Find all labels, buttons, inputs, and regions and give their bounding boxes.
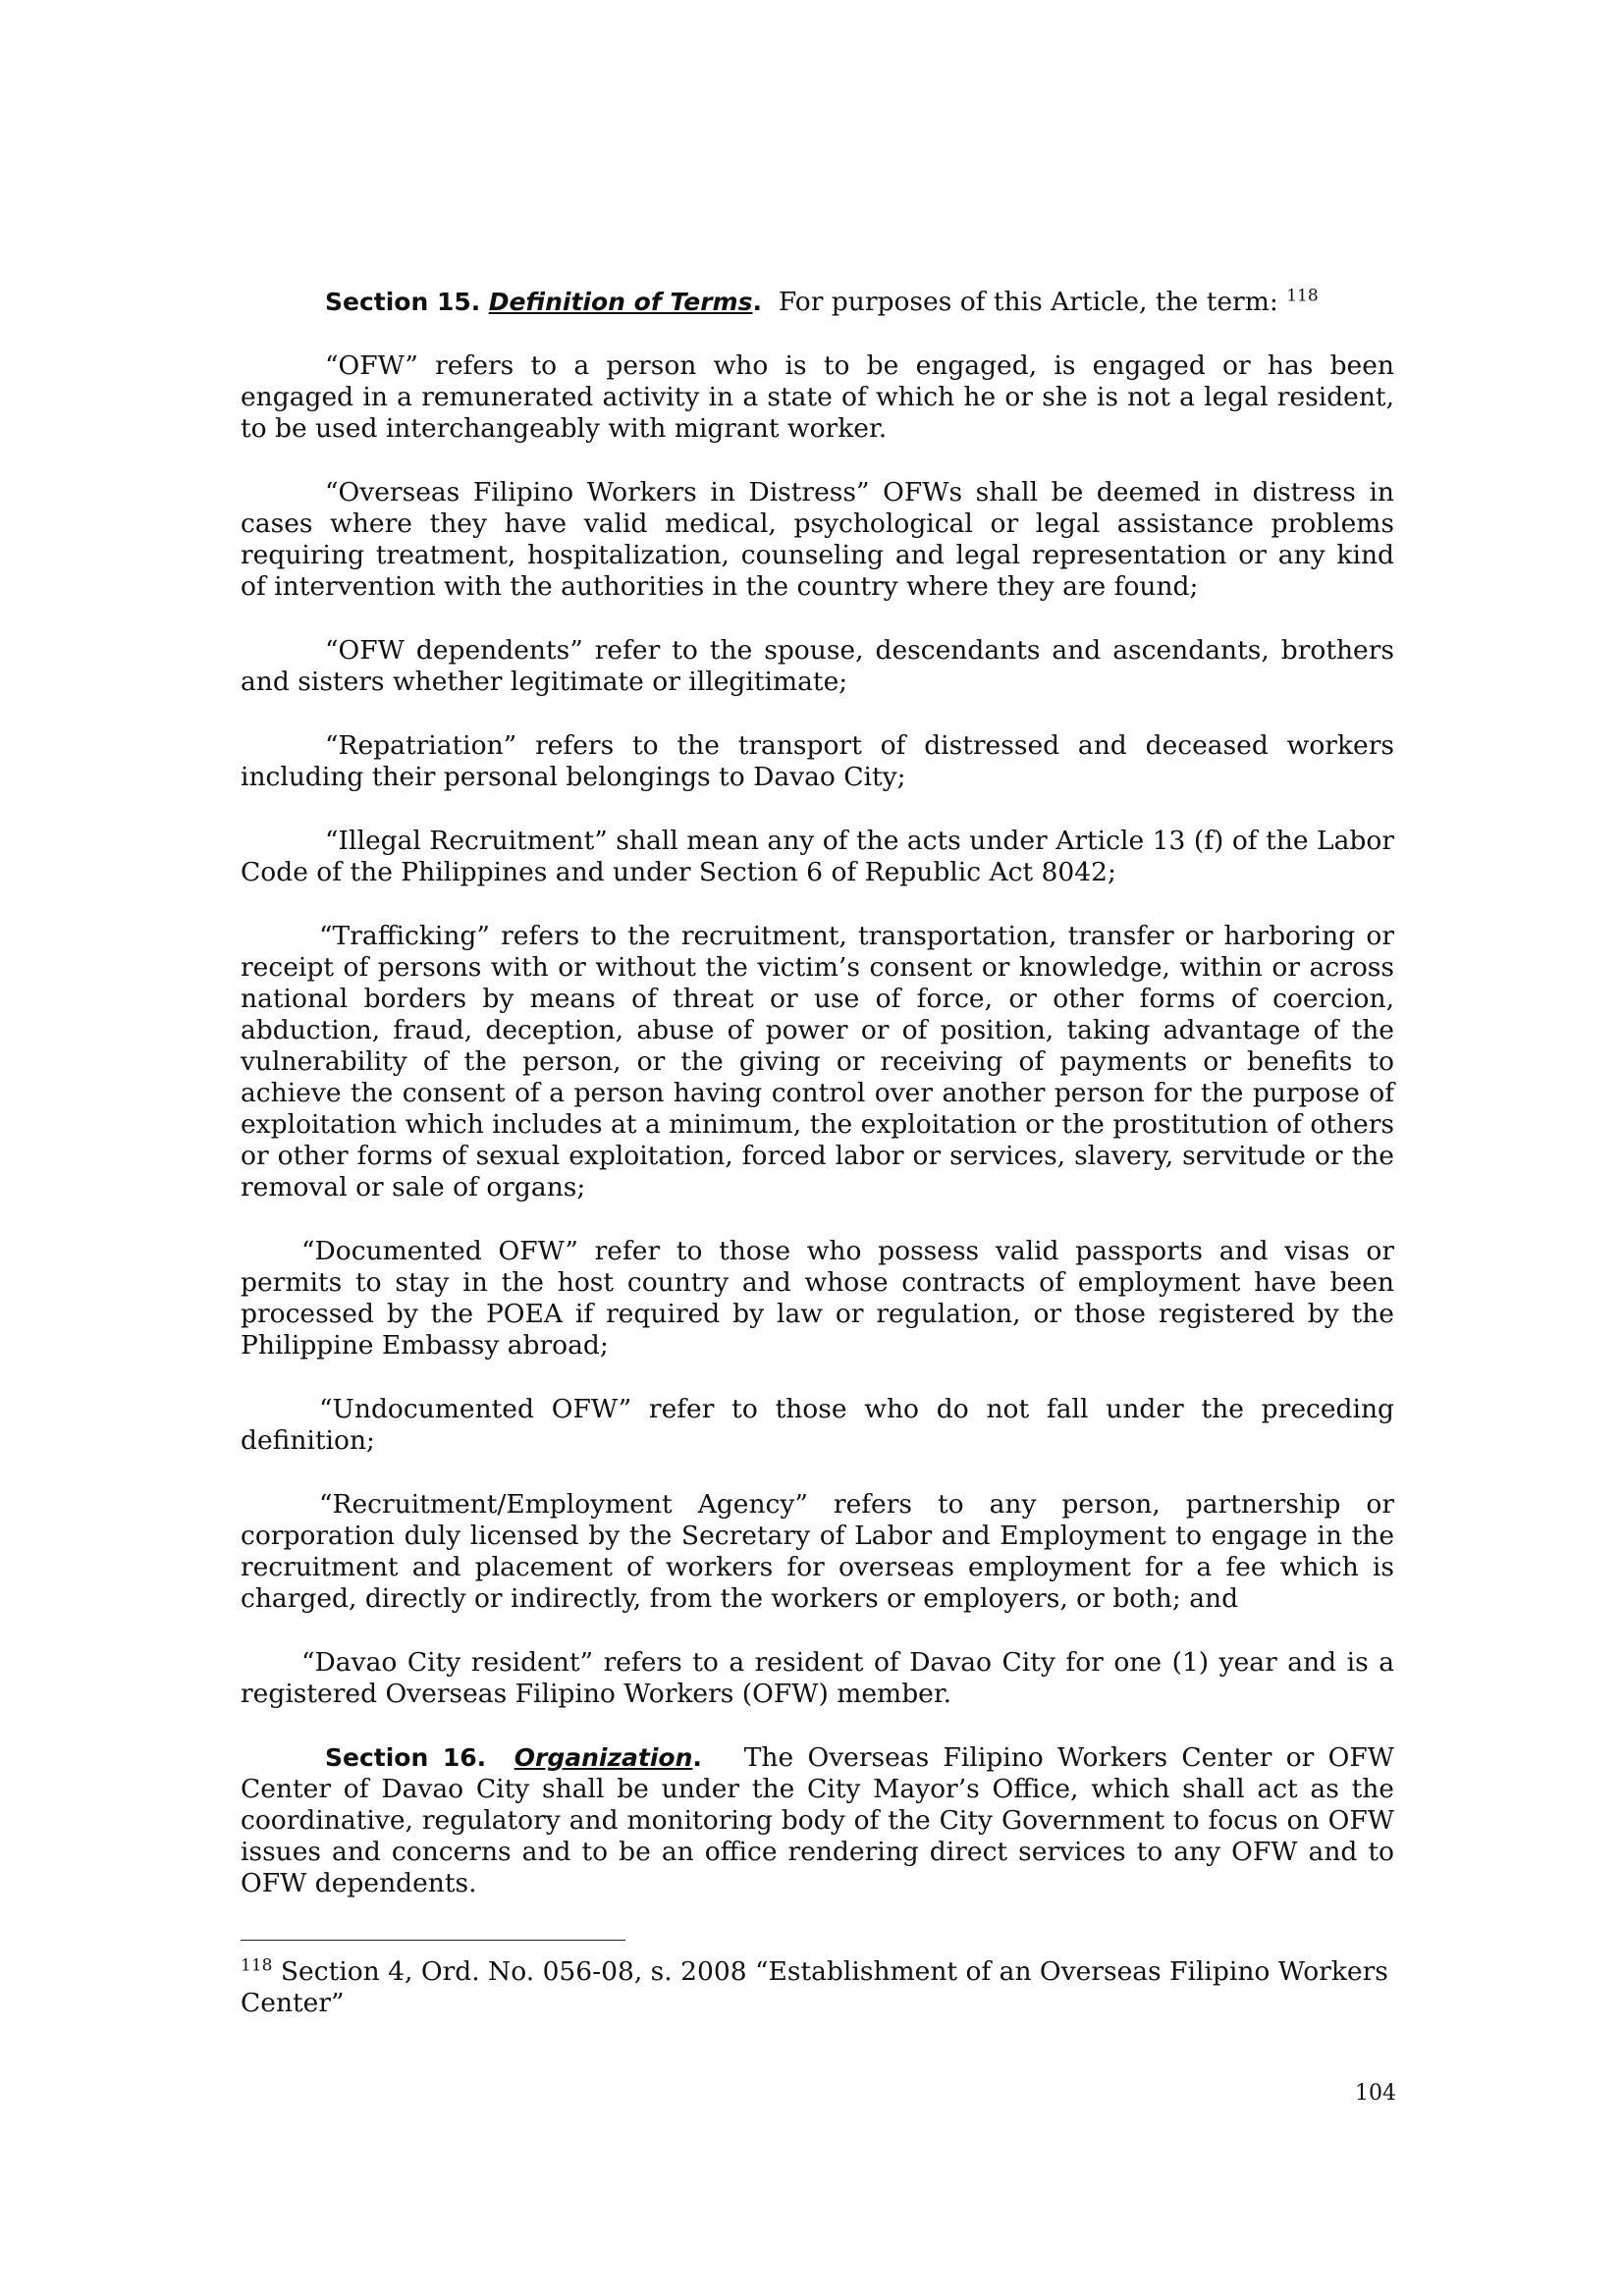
definition-repatriation: “Repatriation” refers to the transport of distressed and deceased workers including their personal belongings to Davao City; bbox=[241, 730, 1394, 792]
section-15-paragraph bbox=[241, 287, 1394, 318]
document-body bbox=[241, 287, 1394, 1899]
footnote bbox=[241, 1956, 1394, 2019]
section-15-intro: For purposes of this Article, the term: bbox=[778, 287, 1278, 317]
definition-recruitment-agency: “Recruitment/Employment Agency” refers to any person, partnership or corporation duly licensed by the Secretary of Labor and Employment to engage in the recruitment and placement of workers for overseas employment for a fee which is charged, directly or indirectly, from the workers or employers, or both; and bbox=[241, 1489, 1394, 1614]
definition-ofw-dependents: “OFW dependents” refer to the spouse, descendants and ascendants, brothers and sisters whether legitimate or illegitimate; bbox=[241, 635, 1394, 697]
section-16-heading: Section 16. bbox=[325, 1743, 487, 1772]
definition-trafficking: “Trafficking” refers to the recruitment, transportation, transfer or harboring or receipt of persons with or without the victim’s consent or knowledge, within or across national borders by means of threat or use of force, or other forms of coercion, abduction, fraud, deception, abuse of power or of position, taking advantage of the vulnerability of the person, or the giving or receiving of payments or benefits to achieve the consent of a person having control over another person for the purpose of exploitation which includes at a minimum, the exploitation or the prostitution of others or other forms of sexual exploitation, forced labor or services, slavery, servitude or the removal or sale of organs; bbox=[241, 921, 1394, 1202]
definition-documented-ofw: “Documented OFW” refer to those who possess valid passports and visas or permits to stay in the host country and whose contracts of employment have been processed by the POEA if required by law or regulation, or those registered by the Philippine Embassy abroad; bbox=[241, 1236, 1394, 1361]
footnote-reference: 118 bbox=[1286, 286, 1319, 306]
section-16-text: The Overseas Filipino Workers Center or OFW Center of Davao City shall be under the City Mayor’s Office, which shall act as the coordinative, regulatory and monitoring body of the City Government to focus on OFW issues and concerns and to be an office rendering direct services to any OFW and to OFW dependents. bbox=[241, 1742, 1394, 1898]
footnote-divider bbox=[241, 1940, 625, 1941]
definition-ofw-in-distress: “Overseas Filipino Workers in Distress” OFWs shall be deemed in distress in cases where they have valid medical, psychological or legal assistance problems requiring treatment, hospitalization, counseling and legal representation or any kind of intervention with the authorities in the country where they are found; bbox=[241, 477, 1394, 602]
definition-illegal-recruitment: “Illegal Recruitment” shall mean any of the acts under Article 13 (f) of the Labor Code of the Philippines and under Section 6 of Republic Act 8042; bbox=[241, 826, 1394, 887]
section-15-title: Definition of Terms bbox=[488, 288, 753, 316]
section-16-title: Organization bbox=[514, 1743, 693, 1772]
section-16-paragraph bbox=[241, 1742, 1394, 1899]
definition-ofw: “OFW” refers to a person who is to be engaged, is engaged or has been engaged in a remunerated activity in a state of which he or she is not a legal resident, to be used interchangeably with migrant worker. bbox=[241, 350, 1394, 444]
definition-undocumented-ofw: “Undocumented OFW” refer to those who do not fall under the preceding definition; bbox=[241, 1394, 1394, 1456]
footnote-text: Section 4, Ord. No. 056-08, s. 2008 “Establishment of an Overseas Filipino Workers Center” bbox=[241, 1956, 1388, 2018]
section-15-title-punct: . bbox=[752, 288, 762, 316]
footnote-number: 118 bbox=[241, 1955, 273, 1976]
section-15-heading: Section 15. bbox=[325, 288, 481, 316]
section-16-title-punct: . bbox=[692, 1743, 702, 1772]
page-number: 104 bbox=[1355, 2081, 1396, 2106]
definition-davao-city-resident: “Davao City resident” refers to a resident of Davao City for one (1) year and is a registered Overseas Filipino Workers (OFW) member. bbox=[241, 1647, 1394, 1709]
